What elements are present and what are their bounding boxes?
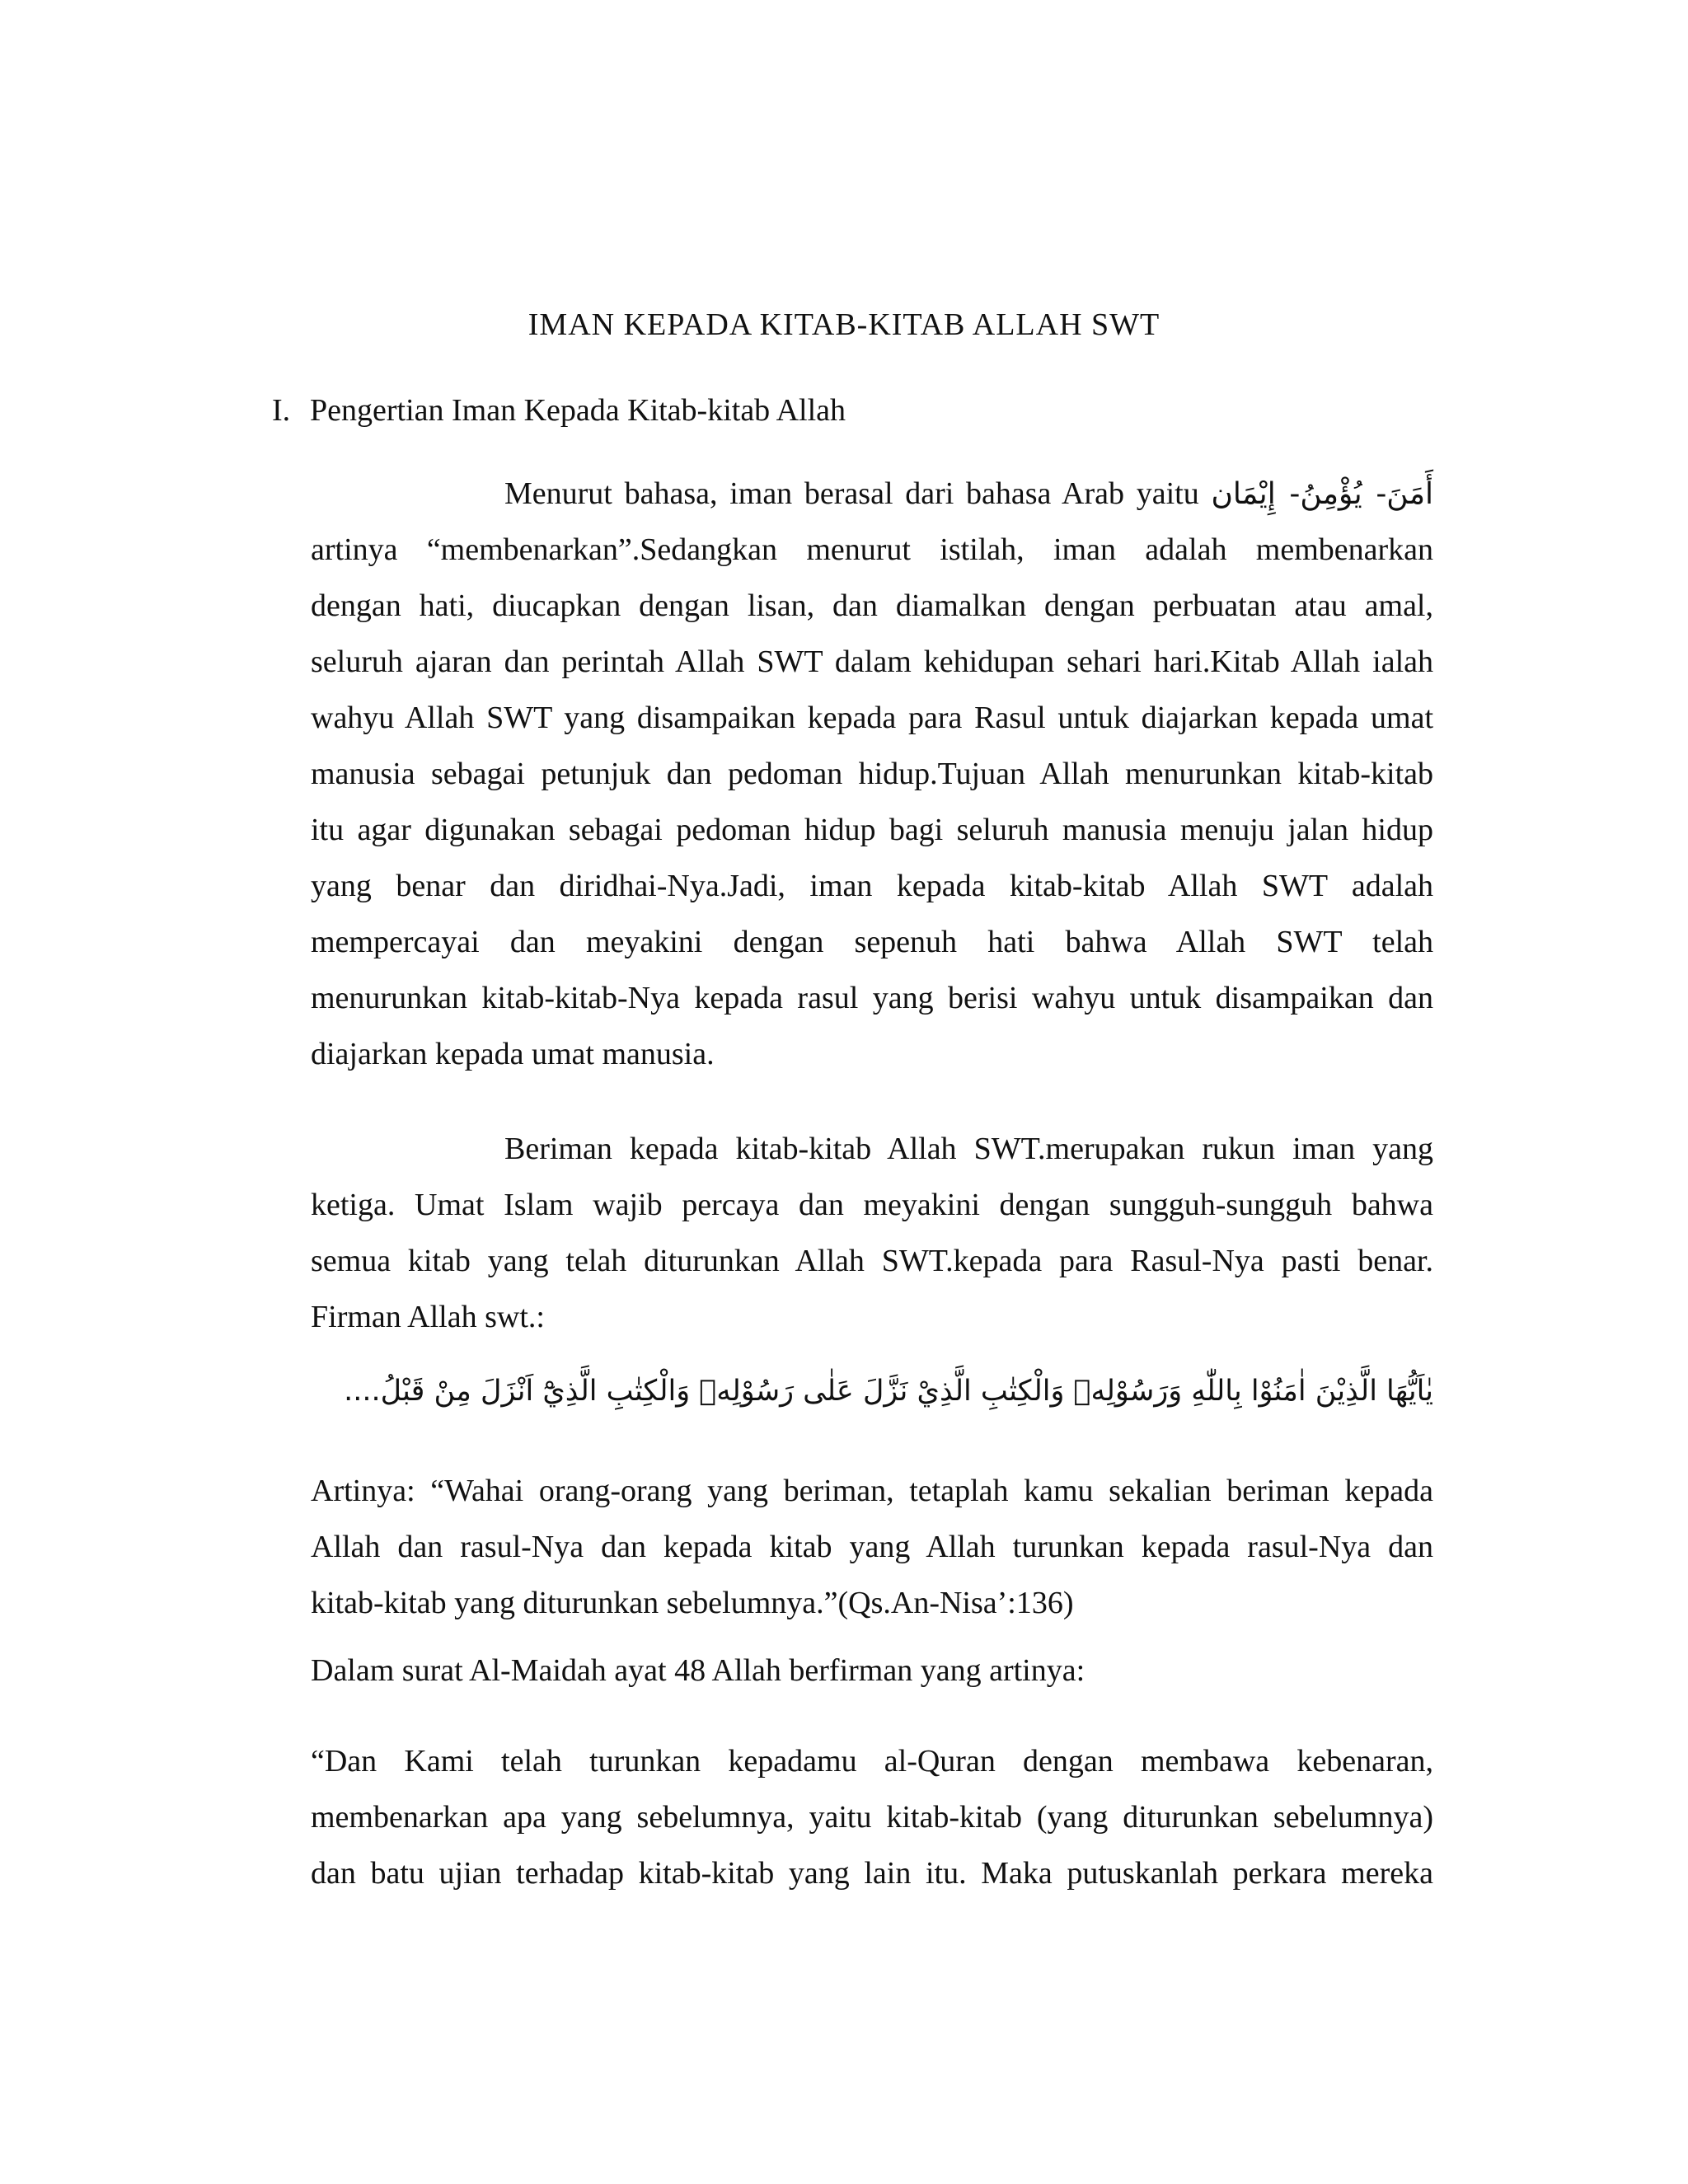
paragraph-line: mempercayai dan meyakini dengan sepenuh hati bahwa Allah SWT telah — [311, 925, 1433, 959]
paragraph-line: semua kitab yang telah diturunkan Allah SWT.kepada para Rasul-Nya pasti benar. — [311, 1244, 1433, 1278]
paragraph-line: artinya “membenarkan”.Sedangkan menurut istilah, iman adalah membenarkan — [311, 532, 1433, 567]
paragraph-line: kitab-kitab yang diturunkan sebelumnya.”(Qs.An-Nisa’:136) — [311, 1586, 1074, 1620]
paragraph-line: itu agar digunakan sebagai pedoman hidup bagi seluruh manusia menuju jalan hidup — [311, 813, 1433, 847]
document-title: IMAN KEPADA KITAB-KITAB ALLAH SWT — [528, 307, 1160, 342]
paragraph-line: dan batu ujian terhadap kitab-kitab yang lain itu. Maka putuskanlah perkara mereka — [311, 1856, 1433, 1891]
paragraph-line: membenarkan apa yang sebelumnya, yaitu kitab-kitab (yang diturunkan sebelumnya) — [311, 1800, 1433, 1835]
paragraph-line: ketiga. Umat Islam wajib percaya dan meyakini dengan sungguh-sungguh bahwa — [311, 1188, 1433, 1222]
paragraph-line: manusia sebagai petunjuk dan pedoman hidup.Tujuan Allah menurunkan kitab-kitab — [311, 757, 1433, 791]
paragraph-line — [311, 466, 1433, 522]
maidah-intro: Dalam surat Al-Maidah ayat 48 Allah berfirman yang artinya: — [311, 1653, 1085, 1688]
paragraph-line: wahyu Allah SWT yang disampaikan kepada para Rasul untuk diajarkan kepada umat — [311, 701, 1433, 735]
maidah-quote — [311, 1733, 1433, 1901]
paragraph-line: menurunkan kitab-kitab-Nya kepada rasul yang berisi wahyu untuk disampaikan dan — [311, 981, 1433, 1015]
verse-translation — [311, 1463, 1433, 1631]
paragraph-rukun-iman — [311, 1121, 1433, 1345]
paragraph-line: Artinya: “Wahai orang-orang yang beriman, tetaplah kamu sekalian beriman kepada — [311, 1474, 1433, 1508]
paragraph-line: Firman Allah swt.: — [311, 1300, 545, 1334]
section-heading — [272, 391, 846, 430]
section-heading-text: Pengertian Iman Kepada Kitab-kitab Allah — [310, 393, 846, 428]
paragraph-definition — [311, 466, 1433, 1082]
paragraph-line: Allah dan rasul-Nya dan kepada kitab yang Allah turunkan kepada rasul-Nya dan — [311, 1530, 1433, 1564]
paragraph-line: yang benar dan diridhai-Nya.Jadi, iman kepada kitab-kitab Allah SWT adalah — [311, 869, 1433, 903]
paragraph-line: diajarkan kepada umat manusia. — [311, 1037, 715, 1071]
paragraph-line: seluruh ajaran dan perintah Allah SWT dalam kehidupan sehari hari.Kitab Allah ialah — [311, 644, 1433, 679]
paragraph-line: “Dan Kami telah turunkan kepadamu al-Quran dengan membawa kebenaran, — [311, 1744, 1433, 1779]
paragraph-line: Beriman kepada kitab-kitab Allah SWT.merupakan rukun iman yang — [504, 1132, 1433, 1166]
quran-verse-arabic: يٰاَيُّهَا الَّذِيْنَ اٰمَنُوْا بِاللّٰهِ وَرَسُوْلِهٖ وَالْكِتٰبِ الَّذِيْ نَزَّلَ عَلٰى رَسُوْلِهٖ وَالْكِتٰبِ الَّذِيْٓ اَنْزَلَ مِنْ قَبْلُ.... — [344, 1375, 1433, 1408]
section-number: I. — [272, 393, 291, 428]
paragraph-line: dengan hati, diucapkan dengan lisan, dan diamalkan dengan perbuatan atau amal, — [311, 588, 1433, 623]
arabic-term: أَمَنَ- يُؤْمِنُ- إِيْمَان — [1211, 477, 1434, 511]
paragraph-line-text: Menurut bahasa, iman berasal dari bahasa Arab yaitu — [504, 476, 1199, 511]
